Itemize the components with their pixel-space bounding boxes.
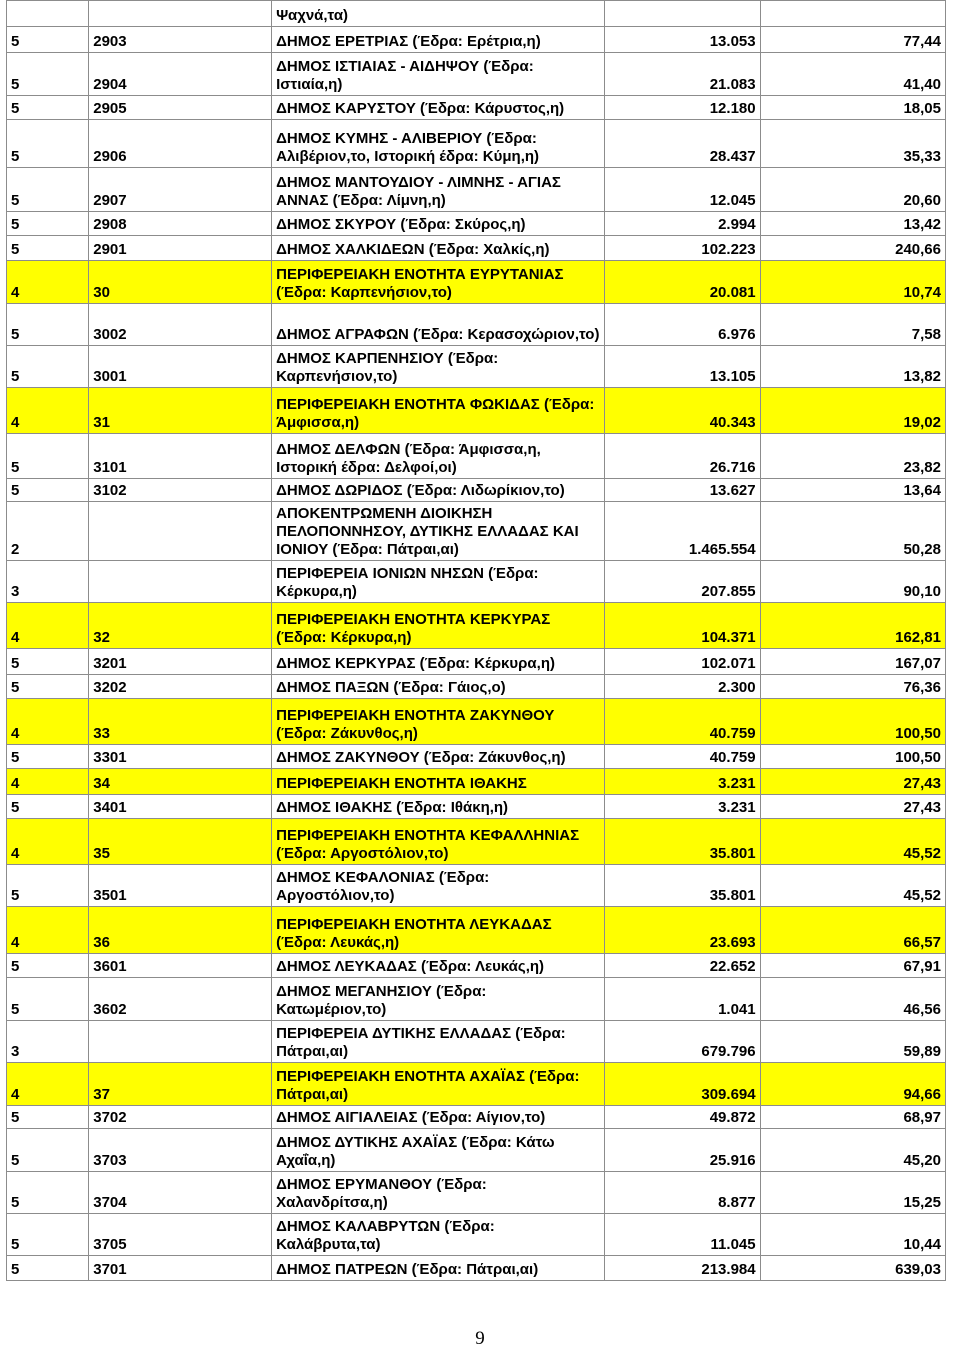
cell-code: 3701 xyxy=(89,1256,272,1281)
cell-population: 2.300 xyxy=(604,675,760,699)
cell-area: 15,25 xyxy=(760,1172,945,1214)
table-row xyxy=(7,1256,946,1281)
cell-level: 3 xyxy=(7,561,89,603)
cell-population: 3.231 xyxy=(604,769,760,795)
cell-area: 100,50 xyxy=(760,745,945,769)
cell-area: 27,43 xyxy=(760,769,945,795)
cell-code: 3401 xyxy=(89,795,272,819)
table-row xyxy=(7,1214,946,1256)
cell-level: 5 xyxy=(7,27,89,53)
cell-level: 5 xyxy=(7,865,89,907)
cell-level: 5 xyxy=(7,1256,89,1281)
cell-level: 5 xyxy=(7,1106,89,1129)
cell-code: 3201 xyxy=(89,649,272,675)
cell-code: 3102 xyxy=(89,479,272,502)
cell-area: 27,43 xyxy=(760,795,945,819)
cell-name: ΔΗΜΟΣ ΙΣΤΙΑΙΑΣ - ΑΙΔΗΨΟΥ (Έδρα: Ιστιαία,η) xyxy=(272,53,605,96)
cell-level: 5 xyxy=(7,168,89,212)
cell-population: 40.759 xyxy=(604,745,760,769)
cell-area: 639,03 xyxy=(760,1256,945,1281)
cell-population: 12.045 xyxy=(604,168,760,212)
cell-code: 34 xyxy=(89,769,272,795)
cell-level: 4 xyxy=(7,699,89,745)
cell-population: 1.041 xyxy=(604,978,760,1021)
cell-name: ΠΕΡΙΦΕΡΕΙΑΚΗ ΕΝΟΤΗΤΑ ΑΧΑΪΑΣ (Έδρα: Πάτραι,αι) xyxy=(272,1063,605,1106)
cell-code: 2903 xyxy=(89,27,272,53)
cell-population: 40.343 xyxy=(604,388,760,434)
cell-level: 5 xyxy=(7,649,89,675)
table-row-highlighted xyxy=(7,261,946,304)
cell-population: 102.071 xyxy=(604,649,760,675)
cell-name: ΔΗΜΟΣ ΜΕΓΑΝΗΣΙΟΥ (Έδρα: Κατωμέριον,το) xyxy=(272,978,605,1021)
table-row xyxy=(7,1021,946,1063)
cell-population: 35.801 xyxy=(604,819,760,865)
table-row xyxy=(7,978,946,1021)
cell-area: 7,58 xyxy=(760,304,945,346)
cell-population: 40.759 xyxy=(604,699,760,745)
cell-name: ΔΗΜΟΣ ΚΑΛΑΒΡΥΤΩΝ (Έδρα: Καλάβρυτα,τα) xyxy=(272,1214,605,1256)
cell-code: 33 xyxy=(89,699,272,745)
cell-area: 90,10 xyxy=(760,561,945,603)
cell-population: 13.053 xyxy=(604,27,760,53)
cell-code: 3301 xyxy=(89,745,272,769)
cell-population: 679.796 xyxy=(604,1021,760,1063)
cell-area: 45,20 xyxy=(760,1129,945,1172)
table-row xyxy=(7,1172,946,1214)
page-number: 9 xyxy=(475,1328,485,1349)
table-row-highlighted xyxy=(7,388,946,434)
table-row-highlighted xyxy=(7,1063,946,1106)
cell-code: 31 xyxy=(89,388,272,434)
cell-area: 20,60 xyxy=(760,168,945,212)
cell-area: 94,66 xyxy=(760,1063,945,1106)
cell-name: ΔΗΜΟΣ ΕΡΥΜΑΝΘΟΥ (Έδρα: Χαλανδρίτσα,η) xyxy=(272,1172,605,1214)
cell-name: ΔΗΜΟΣ ΑΙΓΙΑΛΕΙΑΣ (Έδρα: Αίγιον,το) xyxy=(272,1106,605,1129)
cell-code: 3705 xyxy=(89,1214,272,1256)
cell-code: 3101 xyxy=(89,434,272,479)
table-row-highlighted xyxy=(7,699,946,745)
cell-code: 37 xyxy=(89,1063,272,1106)
cell-level: 4 xyxy=(7,907,89,954)
table-row xyxy=(7,675,946,699)
cell-level: 5 xyxy=(7,212,89,236)
table-row xyxy=(7,1106,946,1129)
cell-name: ΔΗΜΟΣ ΣΚΥΡΟΥ (Έδρα: Σκύρος,η) xyxy=(272,212,605,236)
table-row-highlighted xyxy=(7,819,946,865)
cell-population: 28.437 xyxy=(604,120,760,168)
table-row xyxy=(7,346,946,388)
cell-area: 167,07 xyxy=(760,649,945,675)
cell-name: ΠΕΡΙΦΕΡΕΙΑ ΙΟΝΙΩΝ ΝΗΣΩΝ (Έδρα: Κέρκυρα,η) xyxy=(272,561,605,603)
cell-level: 2 xyxy=(7,502,89,561)
cell-code: 3002 xyxy=(89,304,272,346)
cell-name: ΔΗΜΟΣ ΠΑΤΡΕΩΝ (Έδρα: Πάτραι,αι) xyxy=(272,1256,605,1281)
cell-area: 59,89 xyxy=(760,1021,945,1063)
cell-level: 5 xyxy=(7,675,89,699)
cell-area: 18,05 xyxy=(760,96,945,120)
cell-name: ΠΕΡΙΦΕΡΕΙΑΚΗ ΕΝΟΤΗΤΑ ΚΕΦΑΛΛΗΝΙΑΣ (Έδρα: Αργοστόλιον,το) xyxy=(272,819,605,865)
cell-level: 5 xyxy=(7,434,89,479)
table-row xyxy=(7,304,946,346)
table-body xyxy=(7,1,946,1281)
cell-population: 26.716 xyxy=(604,434,760,479)
cell-name: ΑΠΟΚΕΝΤΡΩΜΕΝΗ ΔΙΟΙΚΗΣΗ ΠΕΛΟΠΟΝΝΗΣΟΥ, ΔΥΤΙΚΗΣ ΕΛΛΑΔΑΣ ΚΑΙ ΙΟΝΙΟΥ (Έδρα: Πάτραι,αι) xyxy=(272,502,605,561)
cell-population: 207.855 xyxy=(604,561,760,603)
cell-level: 5 xyxy=(7,1214,89,1256)
cell-population: 104.371 xyxy=(604,603,760,649)
cell-population: 13.627 xyxy=(604,479,760,502)
table-row xyxy=(7,865,946,907)
cell-name: ΔΗΜΟΣ ΔΕΛΦΩΝ (Έδρα: Άμφισσα,η, Ιστορική έδρα: Δελφοί,οι) xyxy=(272,434,605,479)
municipalities-table xyxy=(6,0,946,1281)
cell-name: ΔΗΜΟΣ ΙΘΑΚΗΣ (Έδρα: Ιθάκη,η) xyxy=(272,795,605,819)
cell-population: 213.984 xyxy=(604,1256,760,1281)
cell-population: 35.801 xyxy=(604,865,760,907)
cell-area: 77,44 xyxy=(760,27,945,53)
cell-area: 67,91 xyxy=(760,954,945,978)
cell-code: 2907 xyxy=(89,168,272,212)
cell-level: 4 xyxy=(7,261,89,304)
cell-name: ΔΗΜΟΣ ΑΓΡΑΦΩΝ (Έδρα: Κερασοχώριον,το) xyxy=(272,304,605,346)
cell-code xyxy=(89,1,272,27)
cell-code: 3202 xyxy=(89,675,272,699)
cell-area xyxy=(760,1,945,27)
cell-population: 20.081 xyxy=(604,261,760,304)
cell-level: 5 xyxy=(7,236,89,261)
cell-level: 4 xyxy=(7,819,89,865)
table-row xyxy=(7,53,946,96)
cell-code: 3001 xyxy=(89,346,272,388)
cell-level: 5 xyxy=(7,53,89,96)
cell-area: 50,28 xyxy=(760,502,945,561)
table-row xyxy=(7,120,946,168)
cell-code: 30 xyxy=(89,261,272,304)
cell-area: 13,64 xyxy=(760,479,945,502)
cell-level: 4 xyxy=(7,603,89,649)
cell-population: 3.231 xyxy=(604,795,760,819)
cell-area: 13,82 xyxy=(760,346,945,388)
table-row-highlighted xyxy=(7,603,946,649)
cell-code: 2905 xyxy=(89,96,272,120)
table-row xyxy=(7,168,946,212)
cell-level: 5 xyxy=(7,479,89,502)
cell-name: ΔΗΜΟΣ ΛΕΥΚΑΔΑΣ (Έδρα: Λευκάς,η) xyxy=(272,954,605,978)
cell-name: Ψαχνά,τα) xyxy=(272,1,605,27)
cell-level: 5 xyxy=(7,120,89,168)
cell-name: ΔΗΜΟΣ ΚΕΦΑΛΟΝΙΑΣ (Έδρα: Αργοστόλιον,το) xyxy=(272,865,605,907)
cell-code: 3601 xyxy=(89,954,272,978)
cell-level: 4 xyxy=(7,388,89,434)
cell-level: 4 xyxy=(7,1063,89,1106)
cell-level xyxy=(7,1,89,27)
cell-code xyxy=(89,1021,272,1063)
cell-area: 10,44 xyxy=(760,1214,945,1256)
cell-code: 2906 xyxy=(89,120,272,168)
cell-name: ΔΗΜΟΣ ΔΩΡΙΔΟΣ (Έδρα: Λιδωρίκιον,το) xyxy=(272,479,605,502)
cell-area: 35,33 xyxy=(760,120,945,168)
cell-name: ΠΕΡΙΦΕΡΕΙΑΚΗ ΕΝΟΤΗΤΑ ΖΑΚΥΝΘΟΥ (Έδρα: Ζάκυνθος,η) xyxy=(272,699,605,745)
cell-population: 1.465.554 xyxy=(604,502,760,561)
cell-code: 36 xyxy=(89,907,272,954)
cell-area: 46,56 xyxy=(760,978,945,1021)
cell-name: ΠΕΡΙΦΕΡΕΙΑ ΔΥΤΙΚΗΣ ΕΛΛΑΔΑΣ (Έδρα: Πάτραι,αι) xyxy=(272,1021,605,1063)
cell-level: 4 xyxy=(7,769,89,795)
cell-population: 22.652 xyxy=(604,954,760,978)
cell-population: 11.045 xyxy=(604,1214,760,1256)
cell-area: 45,52 xyxy=(760,819,945,865)
cell-population: 49.872 xyxy=(604,1106,760,1129)
cell-level: 5 xyxy=(7,954,89,978)
cell-code xyxy=(89,561,272,603)
cell-name: ΔΗΜΟΣ ΚΥΜΗΣ - ΑΛΙΒΕΡΙΟΥ (Έδρα: Αλιβέριον,το, Ιστορική έδρα: Κύμη,η) xyxy=(272,120,605,168)
table-row-highlighted xyxy=(7,907,946,954)
cell-name: ΔΗΜΟΣ ΖΑΚΥΝΘΟΥ (Έδρα: Ζάκυνθος,η) xyxy=(272,745,605,769)
table-row xyxy=(7,561,946,603)
cell-area: 240,66 xyxy=(760,236,945,261)
cell-level: 5 xyxy=(7,96,89,120)
cell-area: 10,74 xyxy=(760,261,945,304)
cell-name: ΠΕΡΙΦΕΡΕΙΑΚΗ ΕΝΟΤΗΤΑ ΦΩΚΙΔΑΣ (Έδρα: Άμφισσα,η) xyxy=(272,388,605,434)
cell-code: 35 xyxy=(89,819,272,865)
table-row xyxy=(7,795,946,819)
cell-population: 21.083 xyxy=(604,53,760,96)
cell-name: ΠΕΡΙΦΕΡΕΙΑΚΗ ΕΝΟΤΗΤΑ ΙΘΑΚΗΣ xyxy=(272,769,605,795)
cell-population: 13.105 xyxy=(604,346,760,388)
cell-level: 5 xyxy=(7,1129,89,1172)
cell-population: 25.916 xyxy=(604,1129,760,1172)
cell-area: 66,57 xyxy=(760,907,945,954)
cell-area: 19,02 xyxy=(760,388,945,434)
cell-level: 5 xyxy=(7,978,89,1021)
cell-area: 23,82 xyxy=(760,434,945,479)
table-row xyxy=(7,1129,946,1172)
cell-level: 5 xyxy=(7,304,89,346)
cell-code: 3704 xyxy=(89,1172,272,1214)
cell-population: 2.994 xyxy=(604,212,760,236)
table-row xyxy=(7,27,946,53)
cell-name: ΔΗΜΟΣ ΕΡΕΤΡΙΑΣ (Έδρα: Ερέτρια,η) xyxy=(272,27,605,53)
cell-level: 5 xyxy=(7,795,89,819)
cell-name: ΔΗΜΟΣ ΧΑΛΚΙΔΕΩΝ (Έδρα: Χαλκίς,η) xyxy=(272,236,605,261)
cell-code: 3501 xyxy=(89,865,272,907)
table-row xyxy=(7,434,946,479)
cell-name: ΠΕΡΙΦΕΡΕΙΑΚΗ ΕΝΟΤΗΤΑ ΛΕΥΚΑΔΑΣ (Έδρα: Λευκάς,η) xyxy=(272,907,605,954)
cell-level: 5 xyxy=(7,346,89,388)
cell-population: 102.223 xyxy=(604,236,760,261)
cell-name: ΔΗΜΟΣ ΔΥΤΙΚΗΣ ΑΧΑΪΑΣ (Έδρα: Κάτω Αχαΐα,η) xyxy=(272,1129,605,1172)
cell-population: 6.976 xyxy=(604,304,760,346)
cell-name: ΔΗΜΟΣ ΚΑΡΠΕΝΗΣΙΟΥ (Έδρα: Καρπενήσιον,το) xyxy=(272,346,605,388)
table-row-highlighted xyxy=(7,769,946,795)
table-row xyxy=(7,1,946,27)
cell-area: 41,40 xyxy=(760,53,945,96)
cell-population: 8.877 xyxy=(604,1172,760,1214)
cell-name: ΔΗΜΟΣ ΚΑΡΥΣΤΟΥ (Έδρα: Κάρυστος,η) xyxy=(272,96,605,120)
cell-level: 5 xyxy=(7,745,89,769)
cell-code xyxy=(89,502,272,561)
table-row xyxy=(7,212,946,236)
table-row xyxy=(7,236,946,261)
cell-area: 13,42 xyxy=(760,212,945,236)
cell-area: 76,36 xyxy=(760,675,945,699)
table-row xyxy=(7,745,946,769)
cell-level: 3 xyxy=(7,1021,89,1063)
cell-level: 5 xyxy=(7,1172,89,1214)
table-row xyxy=(7,479,946,502)
cell-code: 32 xyxy=(89,603,272,649)
cell-name: ΔΗΜΟΣ ΠΑΞΩΝ (Έδρα: Γάιος,ο) xyxy=(272,675,605,699)
cell-name: ΠΕΡΙΦΕΡΕΙΑΚΗ ΕΝΟΤΗΤΑ ΕΥΡΥΤΑΝΙΑΣ (Έδρα: Καρπενήσιον,το) xyxy=(272,261,605,304)
cell-population: 309.694 xyxy=(604,1063,760,1106)
cell-area: 68,97 xyxy=(760,1106,945,1129)
table-row xyxy=(7,649,946,675)
cell-code: 2904 xyxy=(89,53,272,96)
cell-name: ΔΗΜΟΣ ΜΑΝΤΟΥΔΙΟΥ - ΛΙΜΝΗΣ - ΑΓΙΑΣ ΑΝΝΑΣ (Έδρα: Λίμνη,η) xyxy=(272,168,605,212)
cell-name: ΠΕΡΙΦΕΡΕΙΑΚΗ ΕΝΟΤΗΤΑ ΚΕΡΚΥΡΑΣ (Έδρα: Κέρκυρα,η) xyxy=(272,603,605,649)
cell-code: 2908 xyxy=(89,212,272,236)
cell-area: 162,81 xyxy=(760,603,945,649)
cell-population: 12.180 xyxy=(604,96,760,120)
cell-code: 3602 xyxy=(89,978,272,1021)
cell-area: 100,50 xyxy=(760,699,945,745)
cell-code: 3702 xyxy=(89,1106,272,1129)
cell-population xyxy=(604,1,760,27)
cell-area: 45,52 xyxy=(760,865,945,907)
table-row xyxy=(7,954,946,978)
cell-name: ΔΗΜΟΣ ΚΕΡΚΥΡΑΣ (Έδρα: Κέρκυρα,η) xyxy=(272,649,605,675)
table-row xyxy=(7,502,946,561)
cell-code: 2901 xyxy=(89,236,272,261)
table-row xyxy=(7,96,946,120)
cell-code: 3703 xyxy=(89,1129,272,1172)
cell-population: 23.693 xyxy=(604,907,760,954)
